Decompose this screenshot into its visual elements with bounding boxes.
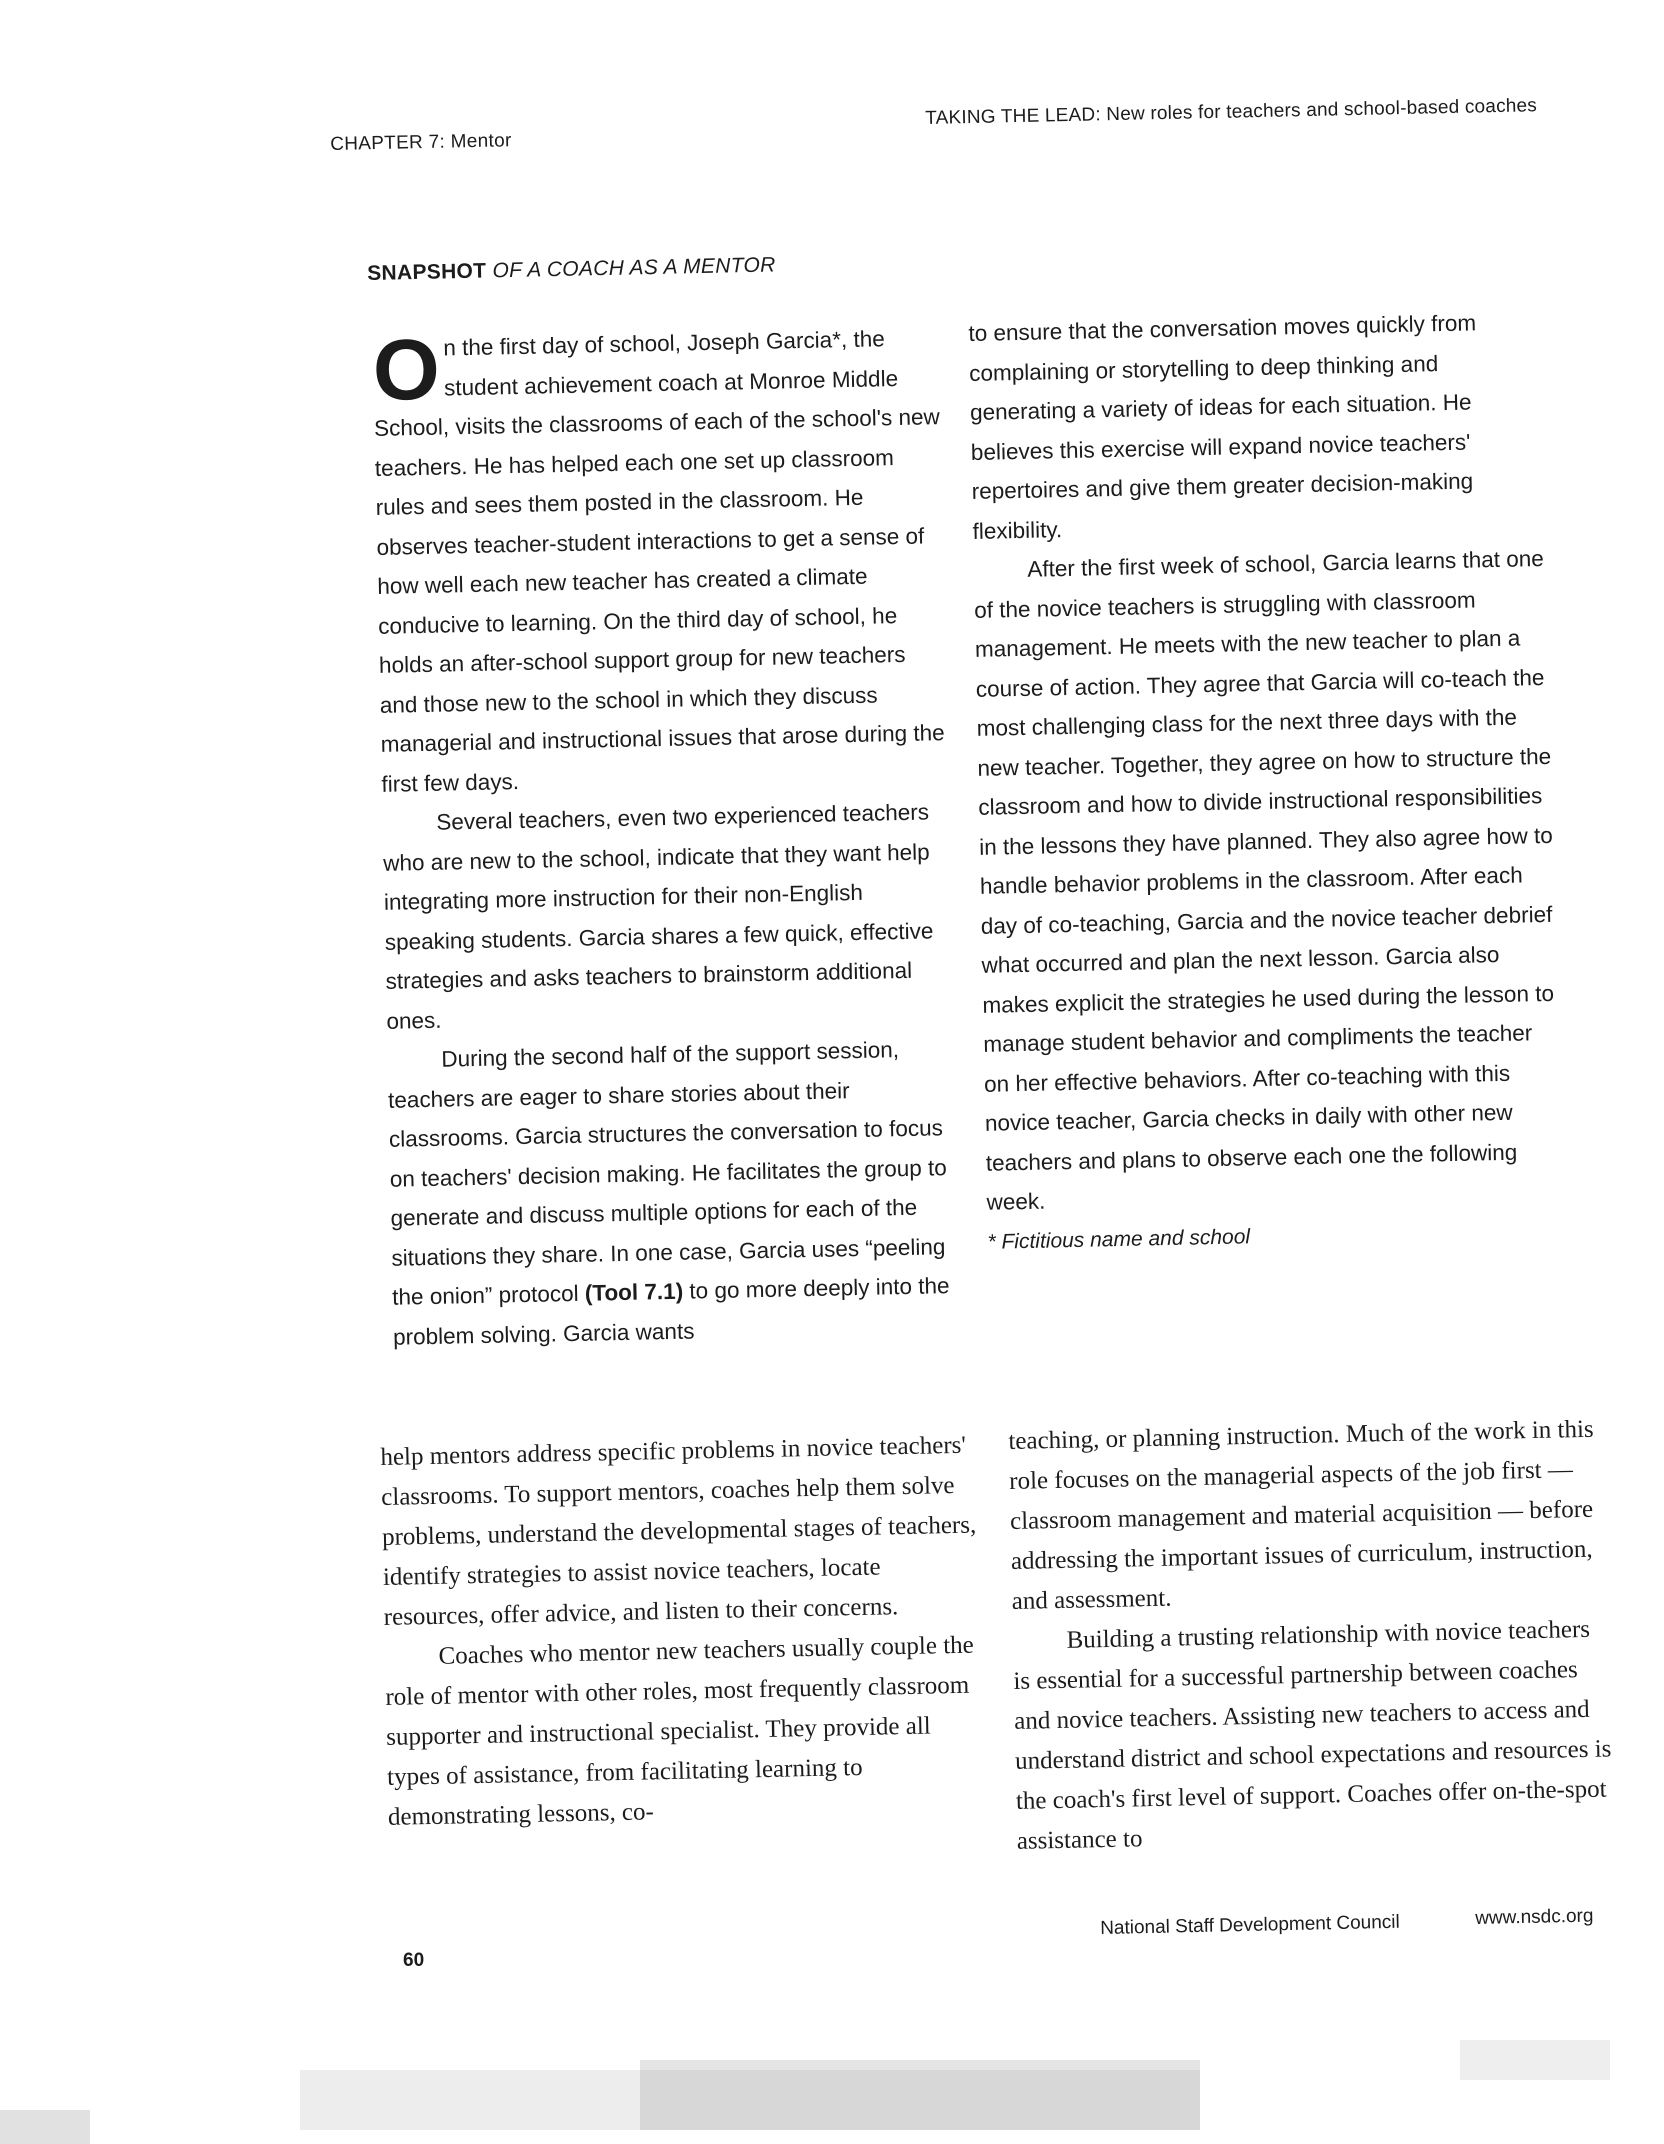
snapshot-heading [367,253,776,286]
footnote: * Fictitious name and school [987,1224,1251,1254]
page-number: 60 [403,1950,425,1971]
body-paragraph-3: teaching, or planning instruction. Much of the work in this role focuses on the managerial aspects of the job first — classroom management and material acquisition — before addressing the important issues of curriculum, instruction, and assessment. [1008,1415,1594,1615]
snapshot-paragraph-3-start: During the second half of the support session, teachers are eager to share stories about their classrooms. Garcia structures the conversation to focus on teachers' decision making. He facilitates the group to generate and discuss multiple options for each of the situations they share. In one case, Garcia uses “peeling the onion” protocol [387,1037,948,1310]
body-right-column [1008,1409,1617,1861]
footer-organization: National Staff Development Council [1100,1911,1400,1939]
running-header-book-title: TAKING THE LEAD: New roles for teachers and school-based coaches [925,95,1538,129]
body-paragraph-2: Coaches who mentor new teachers usually couple the role of mentor with other roles, most frequently classroom supporter and instructional specialist. They provide all types of assistance, from facilitating learning to demonstrating lessons, co- [385,1631,975,1831]
scan-speckle-artifact [0,2040,1664,2144]
snapshot-paragraph-3-end: to go more deeply into the problem solving. Garcia wants [392,1273,950,1350]
drop-cap: O [371,321,441,419]
snapshot-paragraph-2: Several teachers, even two experienced teachers who are new to the school, indicate that they want help integrating more instruction for their non-English speaking students. Garcia shares a few quick, effective strategies and asks teachers to brainstorm additional ones. [382,799,934,1034]
tool-reference: (Tool 7.1) [584,1278,684,1306]
body-paragraph-1: help mentors address specific problems in novice teachers' classrooms. To support mentors, coaches help them solve problems, understand the developmental stages of teachers, identify strategies to assist novice teachers, locate resources, offer advice, and listen to their concerns. [380,1431,977,1631]
snapshot-paragraph-5: After the first week of school, Garcia learns that one of the novice teachers is struggling with classroom management. He meets with the new teacher to plan a course of action. They agree that Garcia will co-teach the most challenging class for the next three days with the new teacher. Together, they agree on how to structure the classroom and how to divide instructional responsibilities in the lessons they have planned. They also agree how to handle behavior problems in the classroom. After each day of co-teaching, Garcia and the novice teacher debrief what occurred and plan the next lesson. Garcia also makes explicit the strategies he used during the lesson to manage student behavior and compliments the teacher on her effective behaviors. After co-teaching with this novice teacher, Garcia checks in daily with other new teachers and plans to observe each one the following week. [973,545,1555,1215]
snapshot-paragraph-4: to ensure that the conversation moves quickly from complaining or storytelling to deep thinking and generating a variety of ideas for each situation. He believes this exercise will expand novice teachers' repertoires and give them greater decision-making flexibility. [968,310,1477,544]
snapshot-paragraph-1-text: n the first day of school, Joseph Garcia*, the student achievement coach at Monroe Middle School, visits the classrooms of each of the school's new teachers. He has helped each one set up classroom rules and sees them posted in the classroom. He observes teacher-student interactions to get a sense of how well each new teacher has created a climate conducive to learning. On the third day of school, he holds an after-school support group for new teachers and those new to the school in which they discuss managerial and instructional issues that arose during the first few days. [373,326,945,797]
snapshot-left-column [372,318,963,1357]
body-left-column [380,1425,988,1837]
running-header-chapter: CHAPTER 7: Mentor [330,130,512,155]
body-paragraph-4: Building a trusting relationship with novice teachers is essential for a successful partnership between coaches and novice teachers. Assisting new teachers to access and understand district and school expectations and resources is the coach's first level of support. Coaches offer on-the-spot assistance to [1013,1615,1612,1855]
snapshot-heading-subtitle: OF A COACH AS A MENTOR [492,253,776,283]
snapshot-paragraph-3 [387,1029,963,1357]
snapshot-paragraph-1 [372,318,952,804]
snapshot-right-column [968,302,1563,1262]
snapshot-heading-lead: SNAPSHOT [367,259,487,285]
footer-url: www.nsdc.org [1475,1905,1594,1929]
